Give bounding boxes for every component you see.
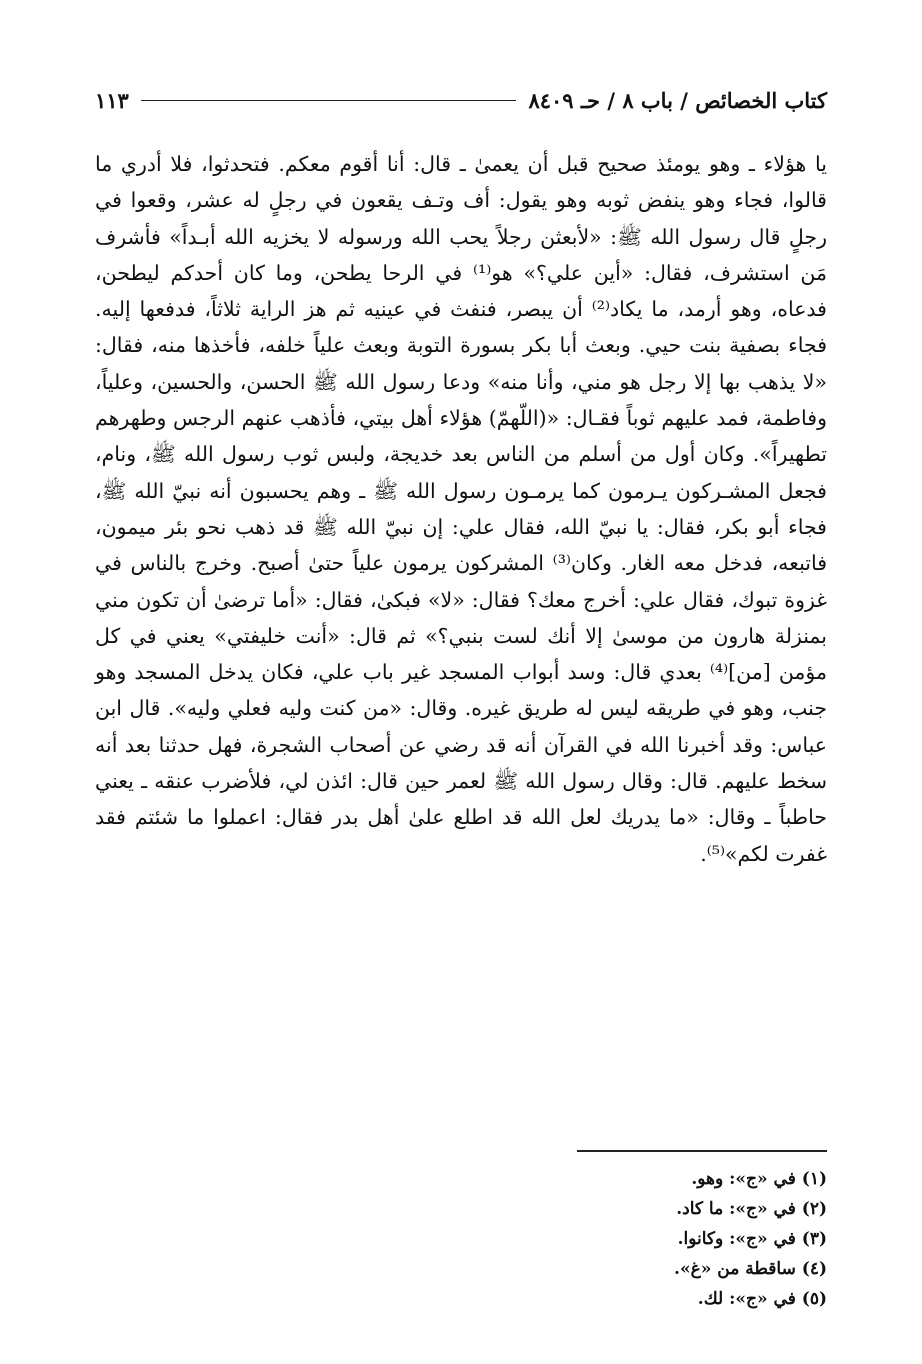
page-number: ١١٣ bbox=[95, 87, 129, 113]
footnote-4: (٤) ساقطة من «غ». bbox=[674, 1259, 827, 1279]
main-text bbox=[95, 146, 827, 872]
header-title: كتاب الخصائص / باب ٨ / حـ ٨٤٠٩ bbox=[528, 87, 827, 113]
footnote-divider bbox=[577, 1150, 827, 1152]
footnote-3: (٣) في «ج»: وكانوا. bbox=[677, 1229, 827, 1249]
running-header bbox=[95, 80, 827, 120]
footnotes bbox=[427, 1164, 827, 1314]
footnote-1: (١) في «ج»: وهو. bbox=[691, 1169, 827, 1189]
footnote-5: (٥) في «ج»: لك. bbox=[697, 1289, 827, 1309]
paragraph: يا هؤلاء ـ وهو يومئذ صحيح قبل أن يعمىٰ ـ قال: أنا أقوم معكم. فتحدثوا، فلا أدري ما قالوا، فجاء وهو ينفض ثوبه وهو يقول: أف وتـف يقعون في رجلٍ له عشر، وقعوا في رجلٍ قال رسول الله ﷺ: «لأبعثن رجلاً يحب الله ورسوله لا يخزيه الله أبـداً» فأشرف مَن استشرف، فقال: «أين علي؟» هو⁽¹⁾ في الرحا يطحن، وما كان أحدكم ليطحن، فدعاه، وهو أرمد، ما يكاد⁽²⁾ أن يبصر، فنفث في عينيه ثم هز الراية ثلاثاً، فدفعها إليه. فجاء بصفية بنت حيي. وبعث أبا بكر بسورة التوبة وبعث علياً خلفه، فأخذها منه، فقال: «لا يذهب بها إلا رجل هو مني، وأنا منه» ودعا رسول الله ﷺ الحسن، والحسين، وعلياً، وفاطمة، فمد عليهم ثوباً فقـال: «(اللّهمّ) هؤلاء أهل بيتي، فأذهب عنهم الرجس وطهرهم تطهيراً». وكان أول من أسلم من الناس بعد خديجة، ولبس ثوب رسول الله ﷺ، ونام، فجعل المشـركون يـرمون كما يرمـون رسول الله ﷺ ـ وهم يحسبون أنه نبيّ الله ﷺ، فجاء أبو بكر، فقال: يا نبيّ الله، فقال علي: إن نبيّ الله ﷺ قد ذهب نحو بئر ميمون، فاتبعه، فدخل معه الغار. وكان⁽³⁾ المشركون يرمون علياً حتىٰ أصبح. وخرج بالناس في غزوة تبوك، فقال علي: أخرج معك؟ فقال: «لا» فبكىٰ، فقال: «أما ترضىٰ أن تكون مني بمنزلة هارون من موسىٰ إلا أنك لست بنبي؟» ثم قال: «أنت خليفتي» يعني في كل مؤمن [من]⁽⁴⁾ بعدي قال: وسد أبواب المسجد غير باب علي، فكان يدخل المسجد وهو جنب، وهو في طريقه ليس له طريق غيره. وقال: «من كنت وليه فعلي وليه». قال ابن عباس: وقد أخبرنا الله في القرآن أنه قد رضي عن أصحاب الشجرة، فهل حدثنا بعد أنه سخط عليهم. قال: وقال رسول الله ﷺ لعمر حين قال: ائذن لي، فلأضرب عنقه ـ يعني حاطباً ـ وقال: «ما يدريك لعل الله قد اطلع علىٰ أهل بدر فقال: اعملوا ما شئتم فقد غفرت لكم»⁽⁵⁾. bbox=[95, 152, 828, 866]
header-rule bbox=[141, 100, 517, 101]
footnote-2: (٢) في «ج»: ما كاد. bbox=[676, 1199, 827, 1219]
